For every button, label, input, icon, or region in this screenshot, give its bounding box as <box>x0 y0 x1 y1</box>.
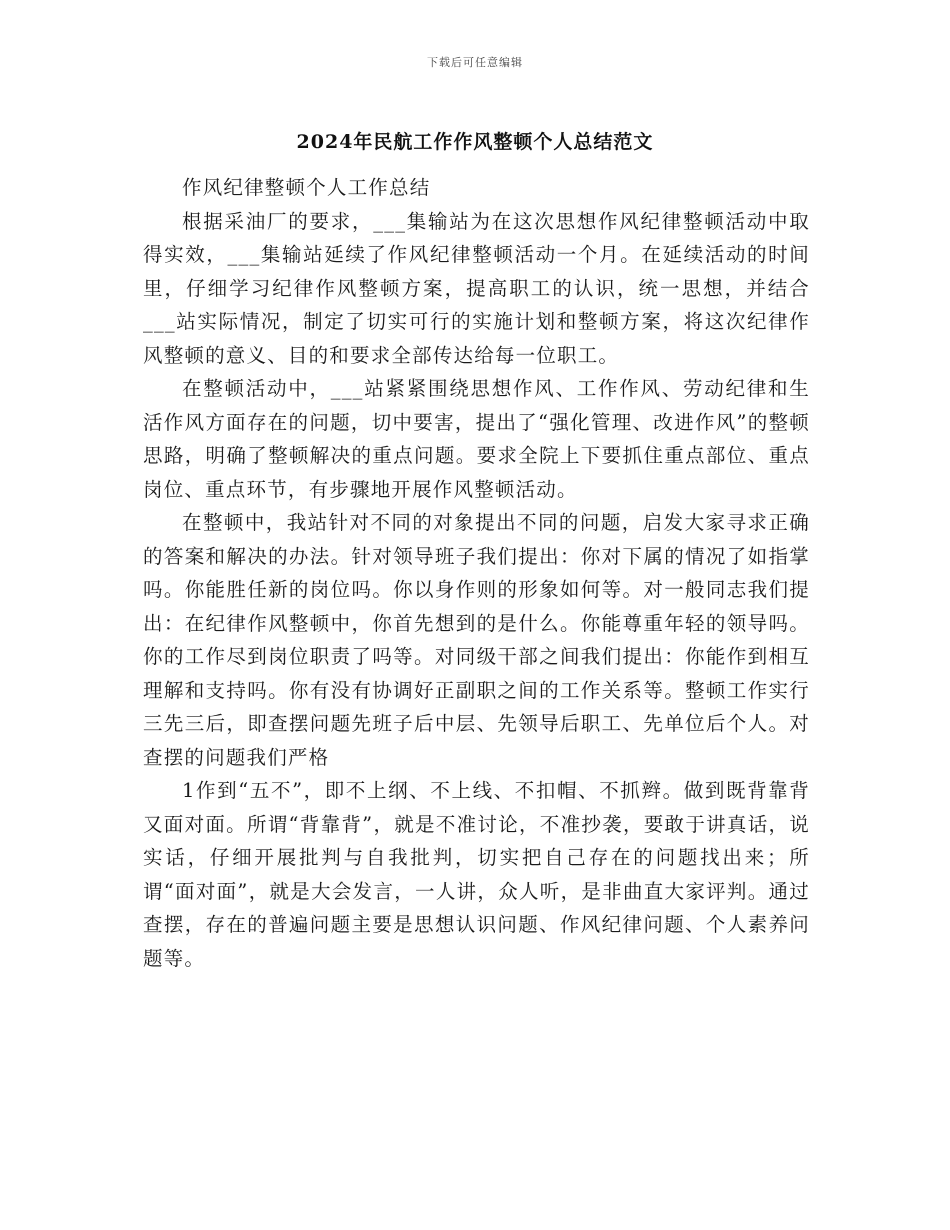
body-paragraph: 在整顿活动中，___站紧紧围绕思想作风、工作作风、劳动纪律和生活作风方面存在的问题，切中要害，提出了“强化管理、改进作风”的整顿思路，明确了整顿解决的重点问题。要求全院上下要抓住重点部位、重点岗位、重点环节，有步骤地开展作风整顿活动。 <box>143 377 810 501</box>
section-heading: 作风纪律整顿个人工作总结 <box>182 176 431 199</box>
body-paragraph: 在整顿中，我站针对不同的对象提出不同的问题，启发大家寻求正确的答案和解决的办法。针对领导班子我们提出：你对下属的情况了如指掌吗。你能胜任新的岗位吗。你以身作则的形象如何等。对一般同志我们提出：在纪律作风整顿中，你首先想到的是什么。你能尊重年轻的领导吗。你的工作尽到岗位职责了吗等。对同级干部之间我们提出：你能作到相互理解和支持吗。你有没有协调好正副职之间的工作关系等。整顿工作实行三先三后，即查摆问题先班子后中层、先领导后职工、先单位后个人。对查摆的问题我们严格 <box>143 511 810 769</box>
document-title: 2024年民航工作作风整顿个人总结范文 <box>296 131 654 153</box>
header-note: 下载后可任意编辑 <box>427 56 523 69</box>
document-body <box>143 171 810 975</box>
body-paragraph: 1作到“五不”，即不上纲、不上线、不扣帽、不抓辫。做到既背靠背又面对面。所谓“背靠背”，就是不准讨论，不准抄袭，要敢于讲真话，说实话，仔细开展批判与自我批判，切实把自己存在的问题找出来；所谓“面对面”，就是大会发言，一人讲，众人听，是非曲直大家评判。通过查摆，存在的普遍问题主要是思想认识问题、作风纪律问题、个人素养问题等。 <box>143 779 810 970</box>
body-paragraph: 根据采油厂的要求，___集输站为在这次思想作风纪律整顿活动中取得实效，___集输站延续了作风纪律整顿活动一个月。在延续活动的时间里，仔细学习纪律作风整顿方案，提高职工的认识，统一思想，并结合___站实际情况，制定了切实可行的实施计划和整顿方案，将这次纪律作风整顿的意义、目的和要求全部传达给每一位职工。 <box>143 209 810 367</box>
